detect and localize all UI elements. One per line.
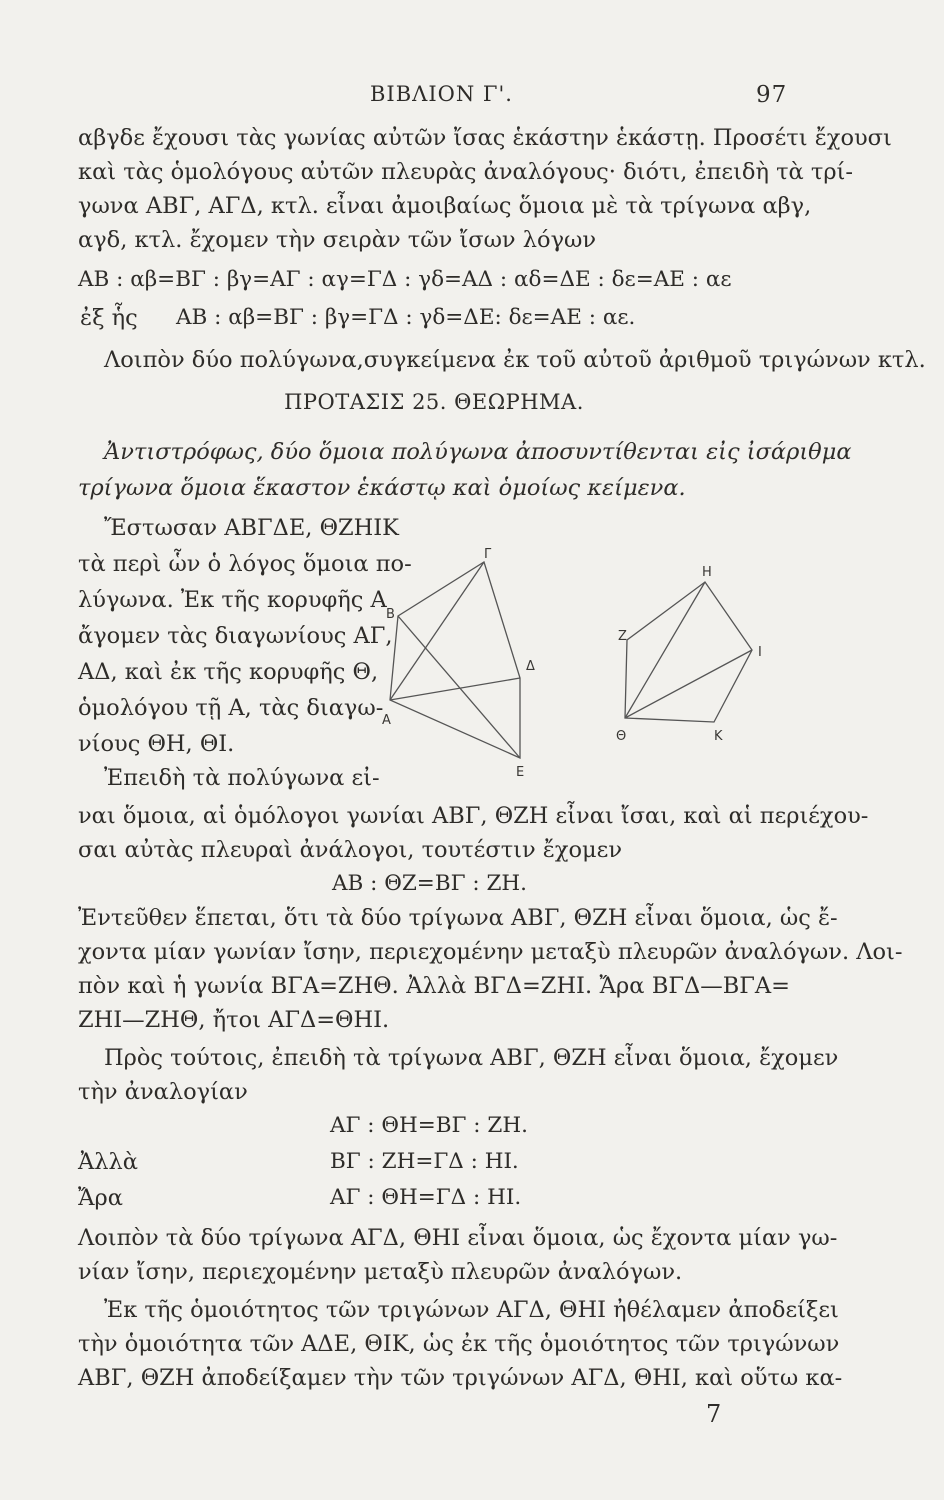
polygon-figure	[380, 540, 800, 780]
polygon-thzhik-outline	[625, 582, 752, 722]
text-line: λύγωνα. Ἐκ τῆς κορυφῆς Α	[78, 587, 387, 613]
text-line: σαι αὐτὰς πλευραὶ ἀνάλογοι, τουτέστιν ἔχομεν	[78, 837, 623, 863]
running-header-title: ΒΙΒΛΙΟΝ Γ'.	[370, 82, 513, 106]
diagonal-ad	[390, 678, 520, 700]
figure-label-z: Ζ	[618, 629, 627, 644]
theorem-statement: Ἀντιστρόφως, δύο ὅμοια πολύγωνα ἀποσυντίθενται εἰς ἰσάριθμα	[104, 439, 852, 465]
text-line: ναι ὅμοια, αἱ ὁμόλογοι γωνίαι ΑΒΓ, ΘΖΗ εἶναι ἴσαι, καὶ αἱ περιέχου-	[78, 803, 869, 829]
text-line: αβγδε ἔχουσι τὰς γωνίας αὐτῶν ἴσας ἑκάστην ἑκάστῃ. Προσέτι ἔχουσι	[78, 125, 892, 151]
text-line: ΑΒΓ, ΘΖΗ ἀποδείξαμεν τὴν τῶν τριγώνων ΑΓΔ, ΘΗΙ, καὶ οὕτω κα-	[78, 1365, 843, 1391]
diagonal-be	[398, 616, 520, 758]
text-line: Λοιπὸν τὰ δύο τρίγωνα ΑΓΔ, ΘΗΙ εἶναι ὅμοια, ὡς ἔχοντα μίαν γω-	[78, 1225, 838, 1251]
equation-series: ΑΒ : αβ=ΒΓ : βγ=ΑΓ : αγ=ΓΔ : γδ=ΑΔ : αδ=ΔΕ : δε=ΑΕ : αε	[78, 267, 732, 292]
text-line: νίαν ἴσην, περιεχομένην μεταξὺ πλευρῶν ἀναλόγων.	[78, 1259, 683, 1285]
text-line: Ἐκ τῆς ὁμοιότητος τῶν τριγώνων ΑΓΔ, ΘΗΙ ἠθέλαμεν ἀποδείξει	[104, 1297, 839, 1323]
proposition-heading: ΠΡΟΤΑΣΙΣ 25. ΘΕΩΡΗΜΑ.	[284, 390, 584, 414]
text-line: Ἐπειδὴ τὰ πολύγωνα εἰ-	[104, 765, 380, 791]
figure-label-th: Θ	[616, 729, 627, 744]
equation-ex-hes: ΑΒ : αβ=ΒΓ : βγ=ΓΔ : γδ=ΔΕ: δε=ΑΕ : αε.	[176, 305, 636, 330]
figure-label-i: Ι	[758, 645, 762, 660]
text-line: γωνα ΑΒΓ, ΑΓΔ, κτλ. εἶναι ἀμοιβαίως ὅμοια μὲ τὰ τρίγωνα αβγ,	[78, 193, 812, 219]
text-line: τὴν ὁμοιότητα τῶν ΑΔΕ, ΘΙΚ, ὡς ἐκ τῆς ὁμοιότητος τῶν τριγώνων	[78, 1331, 840, 1357]
page-number: 97	[756, 82, 788, 108]
text-line: νίους ΘΗ, ΘΙ.	[78, 731, 235, 757]
text-line: καὶ τὰς ὁμολόγους αὐτῶν πλευρὰς ἀναλόγους· διότι, ἐπειδὴ τὰ τρί-	[78, 159, 853, 185]
text-line: τὰ περὶ ὧν ὁ λόγος ὅμοια πο-	[78, 551, 412, 577]
figure-label-a: Α	[382, 713, 391, 728]
figure-label-g: Γ	[484, 547, 492, 562]
equation-line: ΑΓ : ΘΗ=ΒΓ : ΖΗ.	[330, 1113, 528, 1138]
text-line: τὴν ἀναλογίαν	[78, 1079, 248, 1105]
figure-label-b: Β	[386, 607, 395, 622]
diagonal-ag	[390, 562, 484, 700]
text-line: ὁμολόγου τῇ Α, τὰς διαγω-	[78, 695, 384, 721]
equation-line: ΑΓ : ΘΗ=ΓΔ : ΗΙ.	[330, 1185, 522, 1210]
conclusion-line: Λοιπὸν δύο πολύγωνα,συγκείμενα ἐκ τοῦ αὐτοῦ ἀριθμοῦ τριγώνων κτλ.	[104, 347, 926, 373]
text-line: ἄγομεν τὰς διαγωνίους ΑΓ,	[78, 623, 393, 649]
theorem-statement: τρίγωνα ὅμοια ἕκαστον ἑκάστῳ καὶ ὁμοίως κείμενα.	[78, 475, 686, 501]
equation-line: ΒΓ : ΖΗ=ΓΔ : ΗΙ.	[330, 1149, 519, 1174]
equation-label: Ἀλλὰ	[78, 1149, 138, 1175]
text-line: αγδ, κτλ. ἔχομεν τὴν σειρὰν τῶν ἴσων λόγων	[78, 227, 597, 253]
figure-label-k: Κ	[714, 729, 723, 744]
diagonal-thi	[625, 650, 752, 718]
text-line: ΖΗΙ—ΖΗΘ, ἤτοι ΑΓΔ=ΘΗΙ.	[78, 1007, 390, 1033]
figure-label-d: Δ	[526, 659, 535, 674]
polygon-thzhik	[625, 582, 752, 722]
polygon-abgde	[390, 562, 520, 758]
text-line: Ἔστωσαν ΑΒΓΔΕ, ΘΖΗΙΚ	[104, 515, 399, 541]
figure-label-e: Ε	[516, 765, 525, 780]
text-line: Πρὸς τούτοις, ἐπειδὴ τὰ τρίγωνα ΑΒΓ, ΘΖΗ εἶναι ὅμοια, ἔχομεν	[104, 1045, 839, 1071]
equation-ab-thz: ΑΒ : ΘΖ=ΒΓ : ΖΗ.	[332, 871, 527, 896]
diagonal-thh	[625, 582, 705, 718]
figure-label-h: Η	[702, 565, 712, 580]
text-line: πὸν καὶ ἡ γωνία ΒΓΑ=ΖΗΘ. Ἀλλὰ ΒΓΔ=ΖΗΙ. Ἄρα ΒΓΔ—ΒΓΑ=	[78, 973, 790, 999]
signature-mark: 7	[706, 1400, 722, 1428]
text-line: χοντα μίαν γωνίαν ἴσην, περιεχομένην μεταξὺ πλευρῶν ἀναλόγων. Λοι-	[78, 939, 903, 965]
text-line: Ἐντεῦθεν ἕπεται, ὅτι τὰ δύο τρίγωνα ΑΒΓ, ΘΖΗ εἶναι ὅμοια, ὡς ἔ-	[78, 905, 838, 931]
text-line: ΑΔ, καὶ ἐκ τῆς κορυφῆς Θ,	[78, 659, 379, 685]
polygon-abgde-outline	[390, 562, 520, 758]
ex-hes-label: ἐξ ἧς	[80, 305, 138, 331]
equation-label: Ἄρα	[78, 1185, 123, 1211]
